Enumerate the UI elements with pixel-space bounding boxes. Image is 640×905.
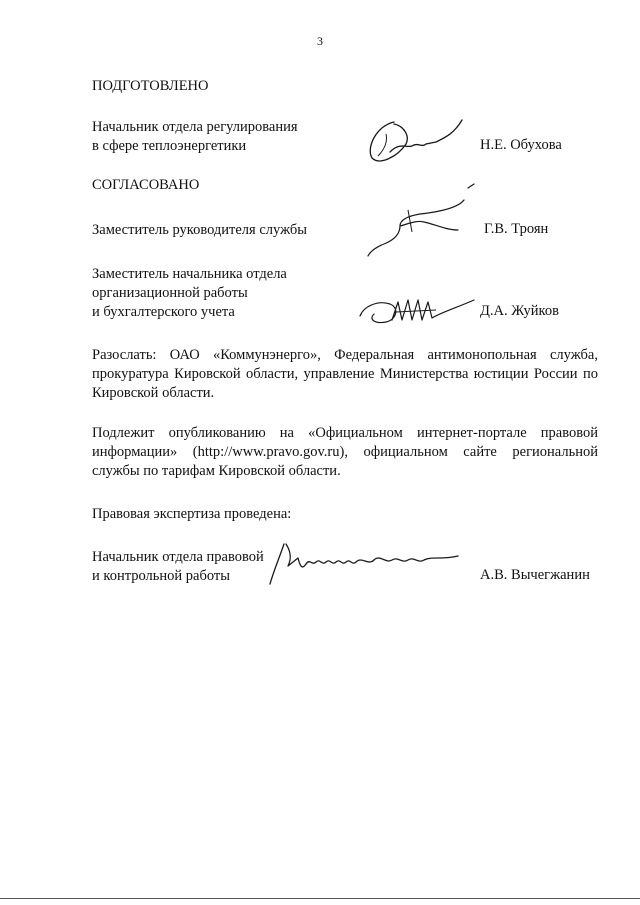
signature-troyan	[364, 180, 484, 262]
signature-obukhova	[364, 112, 464, 168]
page-bottom-rule	[0, 898, 640, 899]
publication-paragraph: Подлежит опубликованию на «Официальном интернет-портале правовой информации» (http://www.pravo.gov.ru), официальном сайте региональной службы по тарифам Кировской области.	[92, 425, 598, 479]
legal-name: А.В. Вычегжанин	[480, 567, 590, 583]
deputy-dept-role-line-3: и бухгалтерского учета	[92, 304, 235, 320]
agreed-heading: СОГЛАСОВАНО	[92, 177, 200, 193]
legal-role-line-1: Начальник отдела правовой	[92, 549, 264, 565]
prepared-role-line-1: Начальник отдела регулирования	[92, 119, 298, 135]
prepared-role-line-2: в сфере теплоэнергетики	[92, 138, 247, 154]
prepared-heading: ПОДГОТОВЛЕНО	[92, 78, 209, 94]
prepared-name: Н.Е. Обухова	[480, 137, 562, 153]
deputy-head-name: Г.В. Троян	[484, 221, 549, 237]
legal-role-line-2: и контрольной работы	[92, 568, 230, 584]
distribution-paragraph: Разослать: ОАО «Коммунэнерго», Федеральная антимонопольная служба, прокуратура Кировской области, управление Министерства юстиции России по Кировской области.	[92, 347, 598, 401]
legal-review-statement: Правовая экспертиза проведена:	[92, 506, 292, 522]
deputy-head-role: Заместитель руководителя службы	[92, 222, 308, 238]
signature-zhuykov	[356, 290, 482, 330]
signature-vychegzhanin	[262, 540, 462, 590]
page-number: 3	[317, 34, 323, 48]
deputy-dept-role-line-2: организационной работы	[92, 285, 248, 301]
deputy-dept-name: Д.А. Жуйков	[480, 303, 559, 319]
deputy-dept-role-line-1: Заместитель начальника отдела	[92, 266, 287, 282]
